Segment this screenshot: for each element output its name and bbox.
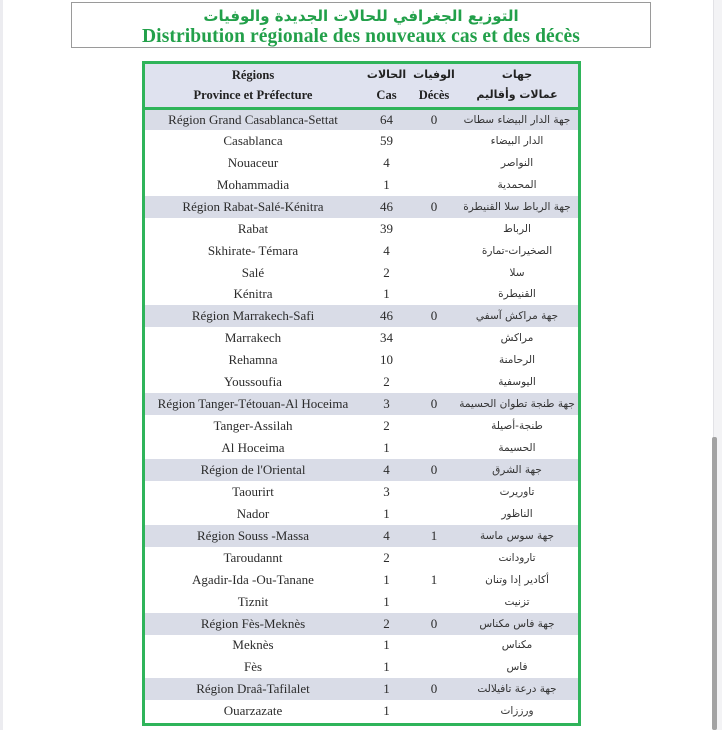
table-row-province bbox=[145, 349, 578, 371]
table-row-province bbox=[145, 218, 578, 240]
table-row-region bbox=[145, 459, 578, 481]
regional-distribution-table bbox=[142, 61, 581, 726]
cell-name: Fès bbox=[243, 659, 263, 675]
cell-name: Région Grand Casablanca-Settat bbox=[168, 111, 338, 127]
cell-deces: 0 bbox=[430, 615, 438, 631]
header-deces-french: Décès bbox=[418, 88, 450, 103]
table-row-province bbox=[145, 547, 578, 569]
cell-deces bbox=[412, 152, 456, 174]
cell-name: Ouarzazate bbox=[223, 703, 283, 719]
title-box bbox=[71, 2, 651, 48]
header-arabic-regions bbox=[456, 64, 578, 108]
table-row-province bbox=[145, 371, 578, 393]
cell-deces bbox=[412, 415, 456, 437]
page-left-edge bbox=[0, 0, 3, 730]
cell-arabic: جهة الشرق bbox=[492, 463, 542, 476]
cell-name: Casablanca bbox=[223, 132, 283, 148]
cell-cas: 1 bbox=[383, 571, 390, 587]
cell-arabic: النواصر bbox=[500, 156, 534, 169]
header-deces-arabic: الوفيات bbox=[413, 68, 455, 82]
cell-arabic: أكادير إدا وتنان bbox=[485, 573, 549, 586]
table-row-province bbox=[145, 503, 578, 525]
cell-arabic: جهة درعة تافيلالت bbox=[477, 683, 557, 696]
cell-name: Meknès bbox=[232, 637, 274, 653]
cell-arabic: الصخيرات-تمارة bbox=[481, 244, 553, 257]
cell-name: Région Fès-Meknès bbox=[200, 615, 306, 631]
cell-arabic: فاس bbox=[506, 661, 528, 674]
cell-deces bbox=[412, 327, 456, 349]
cell-cas: 1 bbox=[383, 659, 390, 675]
cell-arabic: مراكش bbox=[500, 332, 534, 345]
cell-cas: 10 bbox=[380, 352, 393, 368]
table-row-province bbox=[145, 635, 578, 657]
cell-name: Salé bbox=[241, 264, 265, 280]
cell-deces: 0 bbox=[430, 111, 438, 127]
cell-name: Région Tanger-Tétouan-Al Hoceima bbox=[157, 396, 349, 412]
cell-deces bbox=[412, 503, 456, 525]
table-row-province bbox=[145, 437, 578, 459]
header-deces bbox=[412, 64, 456, 108]
cell-arabic: الدار البيضاء bbox=[490, 134, 544, 147]
table-row-province bbox=[145, 656, 578, 678]
cell-deces bbox=[412, 591, 456, 613]
cell-deces bbox=[412, 481, 456, 503]
cell-cas: 1 bbox=[383, 440, 390, 456]
cell-deces: 0 bbox=[430, 396, 438, 412]
table-row-region bbox=[145, 196, 578, 218]
cell-arabic: الحسيمة bbox=[498, 442, 536, 455]
cell-cas: 1 bbox=[383, 176, 390, 192]
cell-deces bbox=[412, 174, 456, 196]
cell-cas: 4 bbox=[383, 461, 390, 477]
cell-deces bbox=[412, 635, 456, 657]
cell-deces bbox=[412, 262, 456, 284]
header-arabic-line1: جهات bbox=[501, 68, 533, 82]
cell-cas: 1 bbox=[383, 637, 390, 653]
cell-arabic: جهة مراكش آسفي bbox=[475, 310, 559, 323]
cell-name: Nouaceur bbox=[227, 154, 279, 170]
table-row-region bbox=[145, 393, 578, 415]
cell-arabic: جهة سوس ماسة bbox=[480, 529, 554, 542]
cell-deces: 1 bbox=[430, 527, 438, 543]
table-row-region bbox=[145, 305, 578, 327]
table-row-region bbox=[145, 678, 578, 700]
cell-deces bbox=[412, 700, 456, 722]
cell-arabic: اليوسفية bbox=[498, 376, 536, 389]
cell-arabic: الرباط bbox=[503, 222, 531, 235]
cell-name: Tanger-Assilah bbox=[213, 418, 293, 434]
cell-name: Agadir-Ida -Ou-Tanane bbox=[192, 571, 314, 587]
cell-arabic: الرحامنة bbox=[498, 354, 536, 367]
cell-name: Région Marrakech-Safi bbox=[191, 308, 315, 324]
cell-deces bbox=[412, 218, 456, 240]
cell-cas: 2 bbox=[383, 418, 390, 434]
table-row-province bbox=[145, 415, 578, 437]
header-regions-line1: Régions bbox=[231, 68, 275, 83]
cell-name: Région Rabat-Salé-Kénitra bbox=[182, 198, 324, 214]
header-cas bbox=[361, 64, 412, 108]
cell-name: Taourirt bbox=[232, 483, 274, 499]
table-row-province bbox=[145, 152, 578, 174]
cell-deces: 0 bbox=[430, 461, 438, 477]
cell-deces bbox=[412, 284, 456, 306]
cell-deces bbox=[412, 240, 456, 262]
cell-name: Nador bbox=[236, 505, 270, 521]
cell-cas: 4 bbox=[383, 154, 390, 170]
cell-arabic: مكناس bbox=[501, 639, 533, 652]
cell-cas: 1 bbox=[383, 593, 390, 609]
table-row-province bbox=[145, 284, 578, 306]
cell-deces: 1 bbox=[430, 571, 438, 587]
cell-arabic: تاوريرت bbox=[499, 485, 535, 498]
cell-name: Skhirate- Témara bbox=[207, 242, 299, 258]
scrollbar-thumb[interactable] bbox=[712, 437, 717, 730]
header-cas-arabic: الحالات bbox=[366, 68, 407, 82]
cell-arabic: ورززات bbox=[500, 705, 534, 718]
cell-cas: 1 bbox=[383, 505, 390, 521]
table-row-region bbox=[145, 108, 578, 130]
cell-name: Région de l'Oriental bbox=[200, 461, 306, 477]
table-row-province bbox=[145, 481, 578, 503]
cell-name: Rehamna bbox=[228, 352, 278, 368]
table-header-row bbox=[145, 64, 578, 108]
cell-cas: 34 bbox=[380, 330, 393, 346]
cell-name: Tiznit bbox=[237, 593, 269, 609]
cell-cas: 4 bbox=[383, 527, 390, 543]
cell-cas: 3 bbox=[383, 396, 390, 412]
cell-name: Kénitra bbox=[233, 286, 273, 302]
cell-cas: 39 bbox=[380, 220, 393, 236]
cell-cas: 1 bbox=[383, 703, 390, 719]
cell-name: Région Souss -Massa bbox=[197, 527, 309, 543]
cell-arabic: المحمدية bbox=[497, 178, 537, 191]
cell-deces bbox=[412, 656, 456, 678]
cell-cas: 4 bbox=[383, 242, 390, 258]
cell-name: Région Draâ-Tafilalet bbox=[196, 681, 310, 697]
cell-arabic: الناظور bbox=[501, 507, 533, 520]
table-row-province bbox=[145, 240, 578, 262]
header-regions bbox=[145, 64, 361, 108]
cell-deces: 0 bbox=[430, 198, 438, 214]
cell-name: Al Hoceima bbox=[221, 440, 285, 456]
cell-name: Taroudannt bbox=[223, 549, 283, 565]
table-body bbox=[145, 108, 578, 722]
cell-name: Marrakech bbox=[224, 330, 282, 346]
cell-deces bbox=[412, 437, 456, 459]
cell-deces bbox=[412, 547, 456, 569]
header-cas-french: Cas bbox=[376, 88, 397, 103]
cell-arabic: جهة فاس مكناس bbox=[479, 617, 555, 630]
cell-arabic: طنجة-أصيلة bbox=[491, 420, 543, 433]
title-french: Distribution régionale des nouveaux cas et des décès bbox=[142, 26, 580, 47]
cell-arabic: جهة الدار البيضاء سطات bbox=[463, 113, 571, 126]
cell-deces: 0 bbox=[430, 681, 438, 697]
cell-deces bbox=[412, 349, 456, 371]
table-row-province bbox=[145, 130, 578, 152]
table-row-province bbox=[145, 327, 578, 349]
cell-cas: 2 bbox=[383, 374, 390, 390]
table-row-region bbox=[145, 525, 578, 547]
cell-deces: 0 bbox=[430, 308, 438, 324]
table-row-province bbox=[145, 700, 578, 722]
table-row-region bbox=[145, 613, 578, 635]
cell-cas: 64 bbox=[380, 111, 393, 127]
cell-name: Youssoufia bbox=[224, 374, 282, 390]
cell-cas: 46 bbox=[380, 308, 393, 324]
cell-deces bbox=[412, 130, 456, 152]
cell-cas: 59 bbox=[380, 132, 393, 148]
title-arabic: التوزيع الجغرافي للحالات الجديدة والوفيات bbox=[203, 7, 519, 25]
cell-arabic: سلا bbox=[509, 266, 525, 279]
cell-cas: 46 bbox=[380, 198, 393, 214]
cell-arabic: تزنيت bbox=[504, 595, 530, 608]
cell-cas: 2 bbox=[383, 549, 390, 565]
cell-cas: 2 bbox=[383, 615, 390, 631]
cell-arabic: جهة الرباط سلا القنيطرة bbox=[463, 200, 571, 213]
table-row-province bbox=[145, 569, 578, 591]
cell-deces bbox=[412, 371, 456, 393]
cell-name: Rabat bbox=[237, 220, 269, 236]
cell-cas: 1 bbox=[383, 286, 390, 302]
cell-cas: 3 bbox=[383, 483, 390, 499]
cell-name: Mohammadia bbox=[216, 176, 290, 192]
table-row-province bbox=[145, 591, 578, 613]
header-regions-line2: Province et Préfecture bbox=[193, 88, 313, 103]
header-arabic-line2: عمالات وأقاليم bbox=[476, 88, 558, 102]
cell-arabic: جهة طنجة تطوان الحسيمة bbox=[459, 398, 575, 411]
cell-arabic: القنيطرة bbox=[498, 288, 536, 301]
table-row-province bbox=[145, 262, 578, 284]
cell-arabic: تارودانت bbox=[498, 551, 536, 564]
table-row-province bbox=[145, 174, 578, 196]
cell-cas: 1 bbox=[383, 681, 390, 697]
cell-cas: 2 bbox=[383, 264, 390, 280]
